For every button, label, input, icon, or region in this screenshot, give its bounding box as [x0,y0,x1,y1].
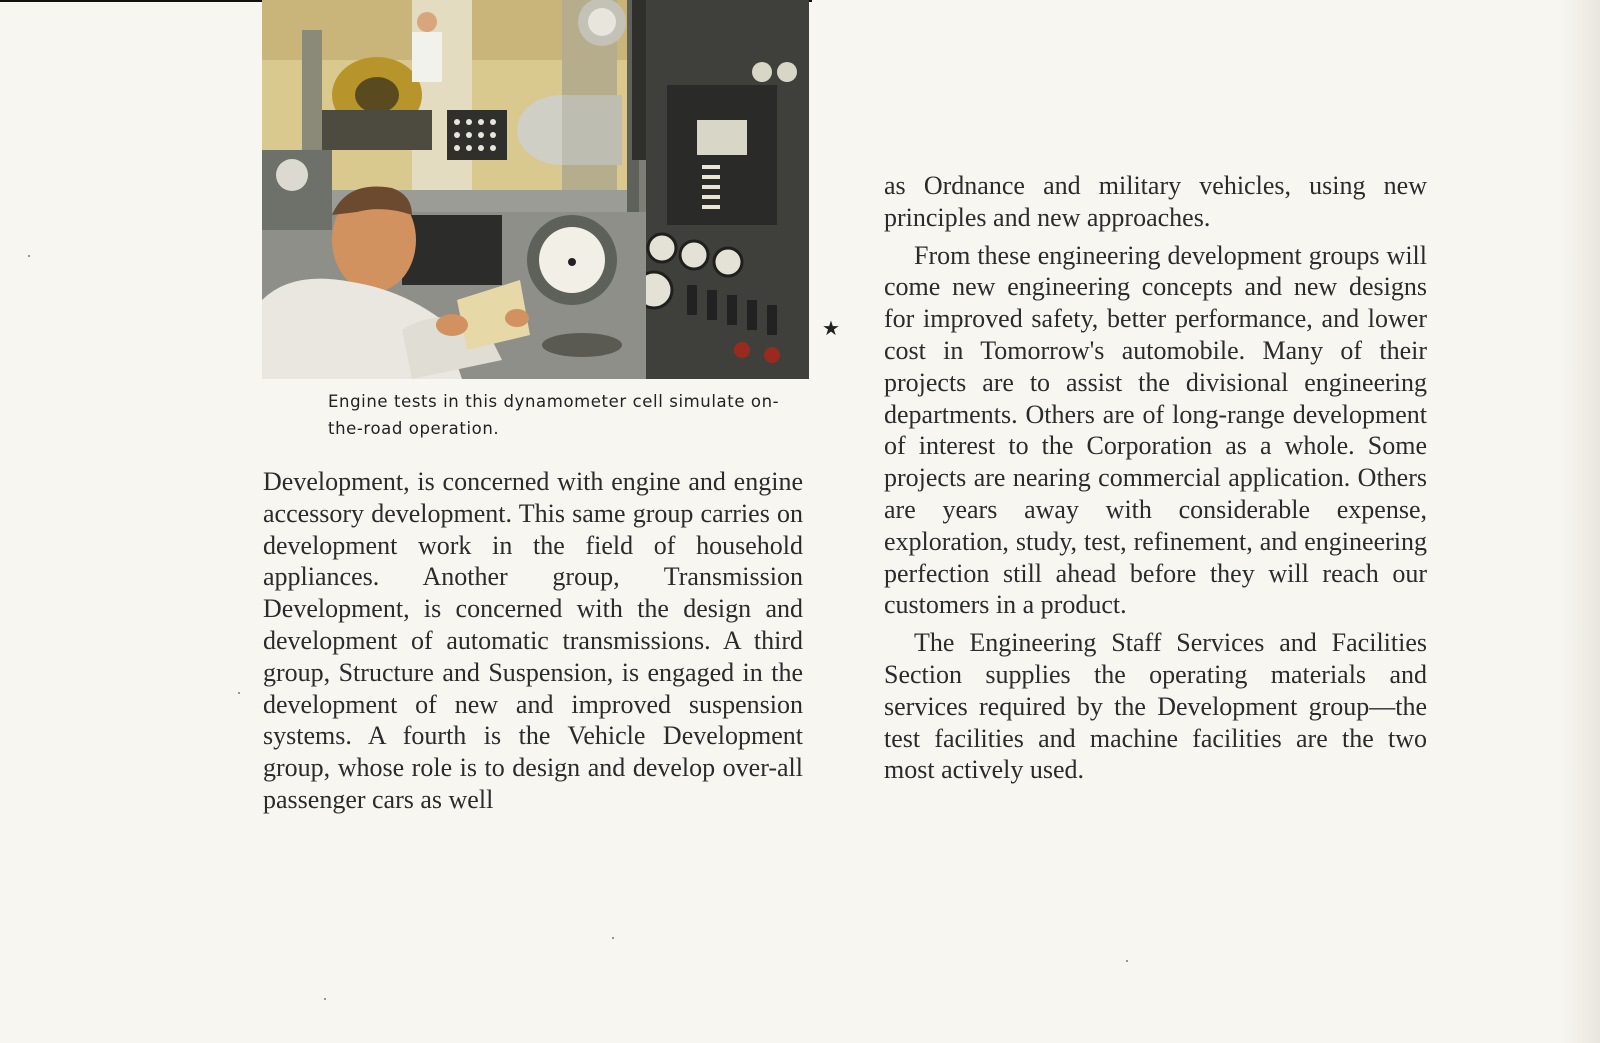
paper-speck [324,998,326,1000]
photo-caption: Engine tests in this dynamometer cell simulate on-the-road operation. [328,392,780,438]
paper-speck [1126,960,1128,962]
dynamometer-cell-photo [262,0,809,379]
paper-speck [612,937,614,939]
page-edge-shadow [1560,0,1600,1043]
left-text-column [263,466,803,816]
dynamometer-photo-illustration [262,0,809,379]
right-text-column [884,170,1427,786]
left-paragraph: Development, is concerned with engine and engine accessory development. This same group carries on development work in the field of household appliances. Another group, Transmission Development, is concerned with the design and development of automatic transmissions. A third group, Structure and Suspension, is engaged in the development of new and improved suspension systems. A fourth is the Vehicle Development group, whose role is to design and develop over-all passenger cars as well [263,467,803,814]
right-paragraph-continuation: as Ordnance and military vehicles, using new principles and new approaches. [884,171,1427,232]
figure-marker-star: ★ [822,316,840,340]
paper-speck [238,692,240,694]
paper-speck [28,255,30,257]
right-paragraph-staff-services: The Engineering Staff Services and Facilities Section supplies the operating materials and services required by the Development group—the test facilities and machine facilities are the two most actively used. [884,628,1427,785]
right-paragraph-development-groups: From these engineering development groups will come new engineering concepts and new designs for improved safety, better performance, and lower cost in Tomorrow's automobile. Many of their projects are to assist the divisional engineering departments. Others are of long-range development of interest to the Corporation as a whole. Some projects are nearing commercial application. Others are years away with considerable expense, exploration, study, test, refinement, and engineering perfection still ahead before they will reach our customers in a product. [884,240,1427,620]
